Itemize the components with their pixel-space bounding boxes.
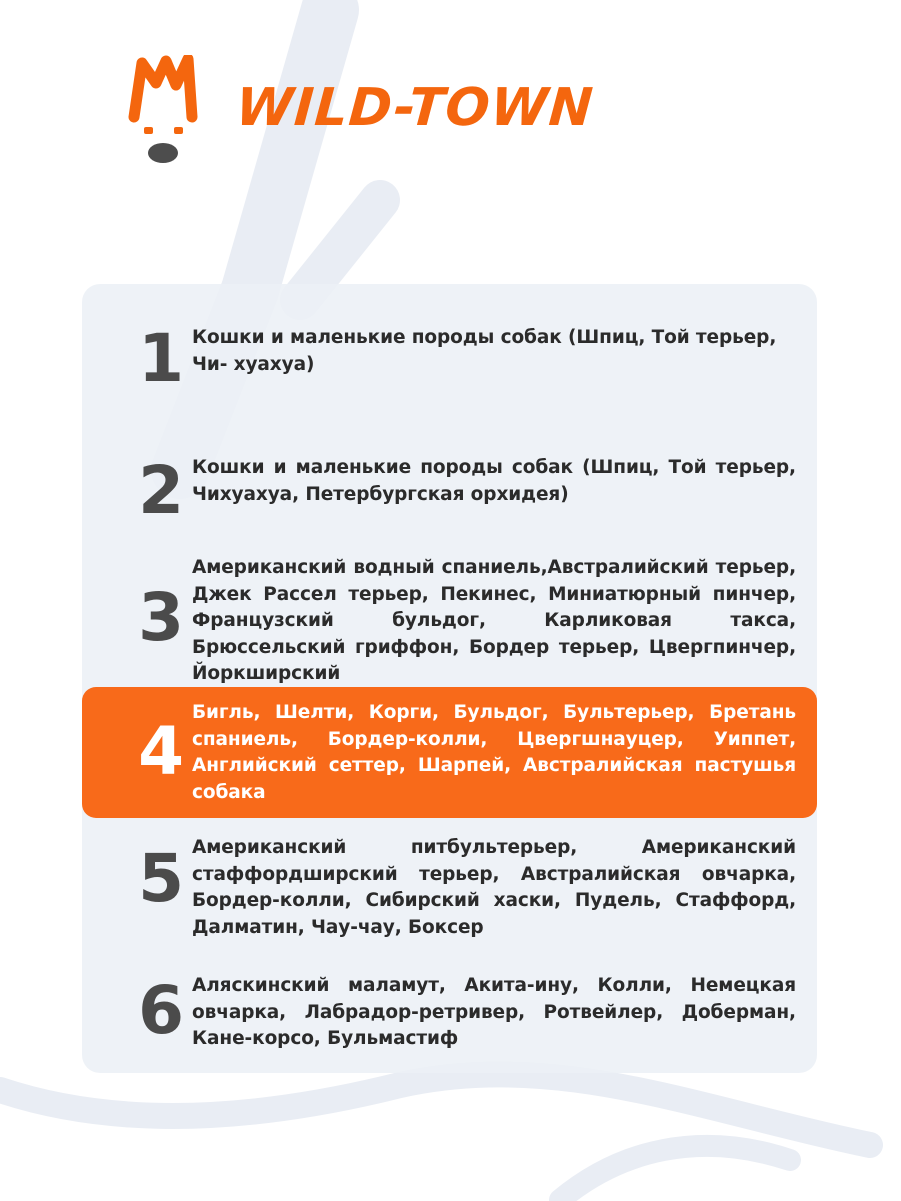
- list-item: [82, 549, 817, 684]
- item-text: Американский питбультерьер, Американский стаффордширский терьер, Австралийская овчарка, Бордер-колли, Сибирский хаски, Пудель, Стаффорд, Далматин, Чау-чау, Боксер: [192, 837, 796, 938]
- item-text: Аляскинский маламут, Акита-ину, Колли, Немецкая овчарка, Лабрадор-ретривер, Ротвейлер, Доберман, Кане-корсо, Бульмастиф: [192, 975, 796, 1049]
- item-number: 2: [138, 452, 184, 529]
- item-number: 4: [138, 713, 184, 790]
- item-number: 6: [138, 972, 184, 1049]
- list-item: [82, 830, 817, 950]
- list-item: [82, 968, 817, 1058]
- list-item: [82, 316, 817, 396]
- list-item: [82, 448, 817, 528]
- brand-name: WILD-TOWN: [233, 78, 596, 138]
- item-text: Кошки и маленькие породы собак (Шпиц, Той терьер, Чи- хуахуа): [192, 327, 777, 375]
- item-text: Американский водный спаниель,Австралийский терьер, Джек Рассел терьер, Пекинес, Миниатюрный пинчер, Французский бульдог, Карликовая такса, Брюссельский гриффон, Бордер терьер, Цвергпинчер, Йоркширский: [192, 557, 796, 684]
- item-number: 3: [138, 579, 184, 656]
- item-text: Кошки и маленькие породы собак (Шпиц, Той терьер, Чихуахуа, Петербургская орхидея): [192, 457, 796, 505]
- item-text: Бигль, Шелти, Корги, Бульдог, Бультерьер, Бретань спаниель, Бордер-колли, Цвергшнауцер, Уиппет, Английский сеттер, Шарпей, Австралийская пастушья собака: [192, 702, 796, 803]
- list-item-highlighted: [82, 687, 817, 818]
- item-number: 5: [138, 840, 184, 917]
- item-number: 1: [138, 320, 184, 397]
